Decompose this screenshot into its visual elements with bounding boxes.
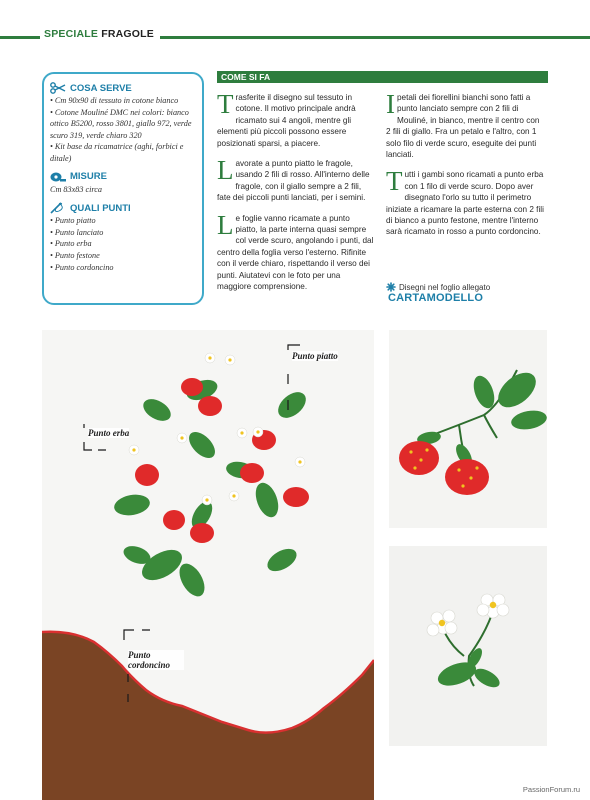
misure-heading (50, 171, 196, 183)
label-punto-cordoncino: Punto cordoncino (128, 650, 184, 670)
scissors-icon (50, 82, 66, 94)
instructions-column-2 (386, 89, 546, 247)
paragraph: Tutti i gambi sono ricamati a punto erba con 1 filo di verde scuro. Dopo aver disegnato l'orlo su tutto il perimetro iniziate a ricamare la parte esterna con 2 fili di bianco a punto festone, mentre l'interno sarà ricamato in rosso a punto cordoncino. (386, 166, 544, 237)
cartamodello-block (386, 282, 546, 304)
detail-strawberries-photo (389, 330, 547, 528)
section-label: SPECIALE (44, 28, 99, 40)
instructions-column-1 (217, 89, 374, 302)
list-item: • Punto piatto (50, 215, 196, 227)
quali-punti-heading (50, 202, 196, 214)
paragraph: Le foglie vanno ricamate a punto piatto, la parte interna quasi sempre col verde scuro, angolando i punti, dal centro della foglia verso l'esterno. Rifinite con il verde chiaro, rispettando il verso dei punti. Aiutatevi con le foto per una maggiore comprensione. (217, 209, 374, 292)
list-item: • Cotone Mouliné DMC nei colori: bianco ottico B5200, rosso 3801, giallo 972, verde scuro 319, verde chiaro 320 (50, 107, 196, 142)
drop-cap: T (217, 89, 234, 119)
drop-cap: T (386, 166, 403, 197)
misure-title: MISURE (70, 171, 107, 183)
list-item: • Punto cordoncino (50, 262, 196, 274)
materials-box (42, 72, 204, 305)
main-embroidery-photo (42, 330, 374, 800)
label-punto-piatto: Punto piatto (292, 351, 338, 361)
cosa-serve-title: COSA SERVE (70, 82, 132, 94)
paragraph: Trasferite il disegno sul tessuto in cotone. Il motivo principale andrà ricamato sui 4 angoli, mentre gli elementi più piccoli possono essere posizionati sparsi, a piacere. (217, 89, 356, 148)
drop-cap: L (217, 155, 234, 186)
misure-text: Cm 83x83 circa (50, 184, 102, 194)
detail-flowers-photo (389, 546, 547, 746)
cosa-serve-heading (50, 82, 196, 94)
page-header (40, 28, 160, 42)
come-si-fa-bar: COME SI FA (217, 71, 548, 83)
quali-punti-list (50, 215, 196, 273)
list-item: • Cm 90x90 di tessuto in cotone bianco (50, 95, 196, 107)
label-punto-erba: Punto erba (88, 428, 130, 438)
paragraph: Ipetali dei fiorellini bianchi sono fatti a punto lanciato sempre con 2 fili di Mouliné, in bianco, mentre il centro con 2 fili di giallo. Fra un petalo e l'altro, con 1 solo filo di verde scuro, eseguite dei punti lanciati. (386, 89, 540, 160)
needle-thread-icon (50, 202, 66, 214)
drop-cap: L (217, 209, 234, 240)
paragraph: Lavorate a punto piatto le fragole, usando 2 fili di rosso. All'interno delle fragole, con il giallo sempre a 2 fili, fate dei piccoli punti lanciati, per i semini. (217, 155, 370, 203)
quali-punti-title: QUALI PUNTI (70, 202, 131, 214)
list-item: • Punto lanciato (50, 227, 196, 239)
asterisk-icon (386, 282, 396, 292)
cartamodello-title: CARTAMODELLO (388, 292, 484, 304)
cosa-serve-list (50, 95, 196, 165)
list-item: • Kit base da ricamatrice (aghi, forbici e ditale) (50, 141, 196, 164)
drop-cap: I (386, 89, 395, 119)
list-item: • Punto erba (50, 238, 196, 250)
cartamodello-note: Disegni nel foglio allegato (386, 282, 546, 292)
tape-measure-icon (50, 171, 66, 183)
list-item: • Punto festone (50, 250, 196, 262)
watermark: PassionForum.ru (522, 785, 580, 794)
topic-label: FRAGOLE (101, 28, 154, 40)
